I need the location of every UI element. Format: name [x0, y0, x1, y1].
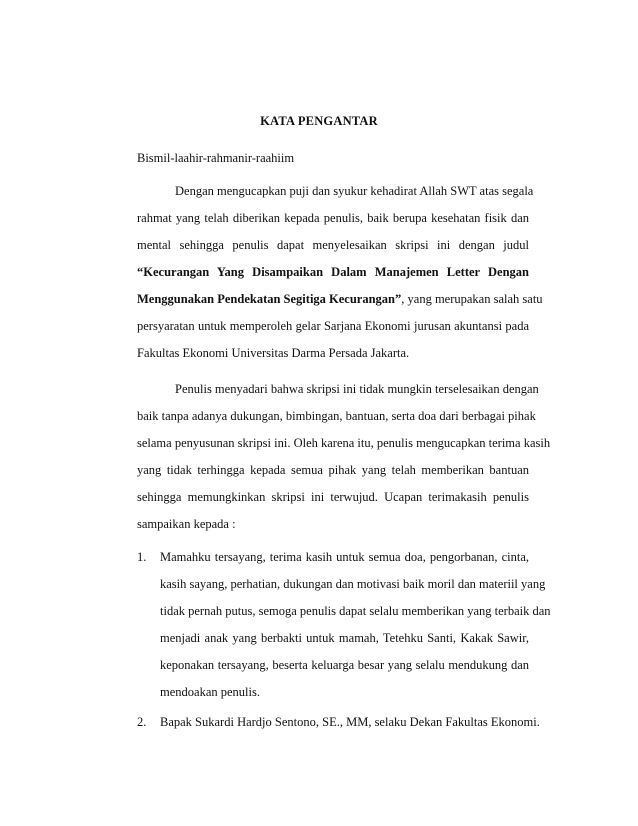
paragraph-1-line-2: rahmat yang telah diberikan kepada penulis, baik berupa kesehatan fisik dan — [137, 211, 529, 225]
opening-line: Bismil-laahir-rahmanir-raahiim — [137, 151, 295, 165]
paragraph-2-line-4: yang tidak terhingga kepada semua pihak yang telah memberikan bantuan — [137, 463, 529, 477]
paragraph-1-line-1: Dengan mengucapkan puji dan syukur kehadirat Allah SWT atas segala — [175, 184, 534, 198]
paragraph-1-line-4: “Kecurangan Yang Disampaikan Dalam Manajemen Letter Dengan — [137, 265, 529, 279]
list-item-1-line-6: mendoakan penulis. — [160, 685, 260, 699]
thesis-title-end: Menggunakan Pendekatan Segitiga Kecurangan” — [137, 292, 402, 306]
paragraph-2-line-2: baik tanpa adanya dukungan, bimbingan, bantuan, serta doa dari berbagai pihak — [137, 409, 536, 423]
paragraph-1-line-3: mental sehingga penulis dapat menyelesaikan skripsi ini dengan judul — [137, 238, 529, 252]
list-item-1-line-3: tidak pernah putus, semoga penulis dapat selalu memberikan yang terbaik dan — [160, 604, 551, 618]
paragraph-1-line-5 — [137, 291, 543, 307]
paragraph-1-line-7: Fakultas Ekonomi Universitas Darma Persada Jakarta. — [137, 346, 410, 360]
list-item-1-line-5: keponakan tersayang, beserta keluarga besar yang selalu mendukung dan — [160, 658, 529, 672]
list-item-1-line-1: Mamahku tersayang, terima kasih untuk semua doa, pengorbanan, cinta, — [160, 550, 529, 564]
list-item-1-line-4: menjadi anak yang berbakti untuk mamah, Tetehku Santi, Kakak Sawir, — [160, 631, 529, 645]
paragraph-1-line-6: persyaratan untuk memperoleh gelar Sarjana Ekonomi jurusan akuntansi pada — [137, 319, 529, 333]
paragraph-2-line-5: sehingga memungkinkan skripsi ini terwujud. Ucapan terimakasih penulis — [137, 490, 529, 504]
paragraph-2-line-1: Penulis menyadari bahwa skripsi ini tidak mungkin terselesaikan dengan — [175, 382, 539, 396]
paragraph-1-line-5-rest: , yang merupakan salah satu — [401, 292, 543, 306]
list-item-1-line-2: kasih sayang, perhatian, dukungan dan motivasi baik moril dan materiil yang — [160, 577, 546, 591]
list-item-2-line-1: Bapak Sukardi Hardjo Sentono, SE., MM, selaku Dekan Fakultas Ekonomi. — [160, 715, 540, 729]
paragraph-2-line-6: sampaikan kepada : — [137, 517, 236, 531]
list-item-2-number: 2. — [137, 715, 147, 729]
list-item-1-number: 1. — [137, 550, 147, 564]
page-title: KATA PENGANTAR — [260, 114, 378, 128]
paragraph-2-line-3: selama penyusunan skripsi ini. Oleh karena itu, penulis mengucapkan terima kasih — [137, 436, 551, 450]
